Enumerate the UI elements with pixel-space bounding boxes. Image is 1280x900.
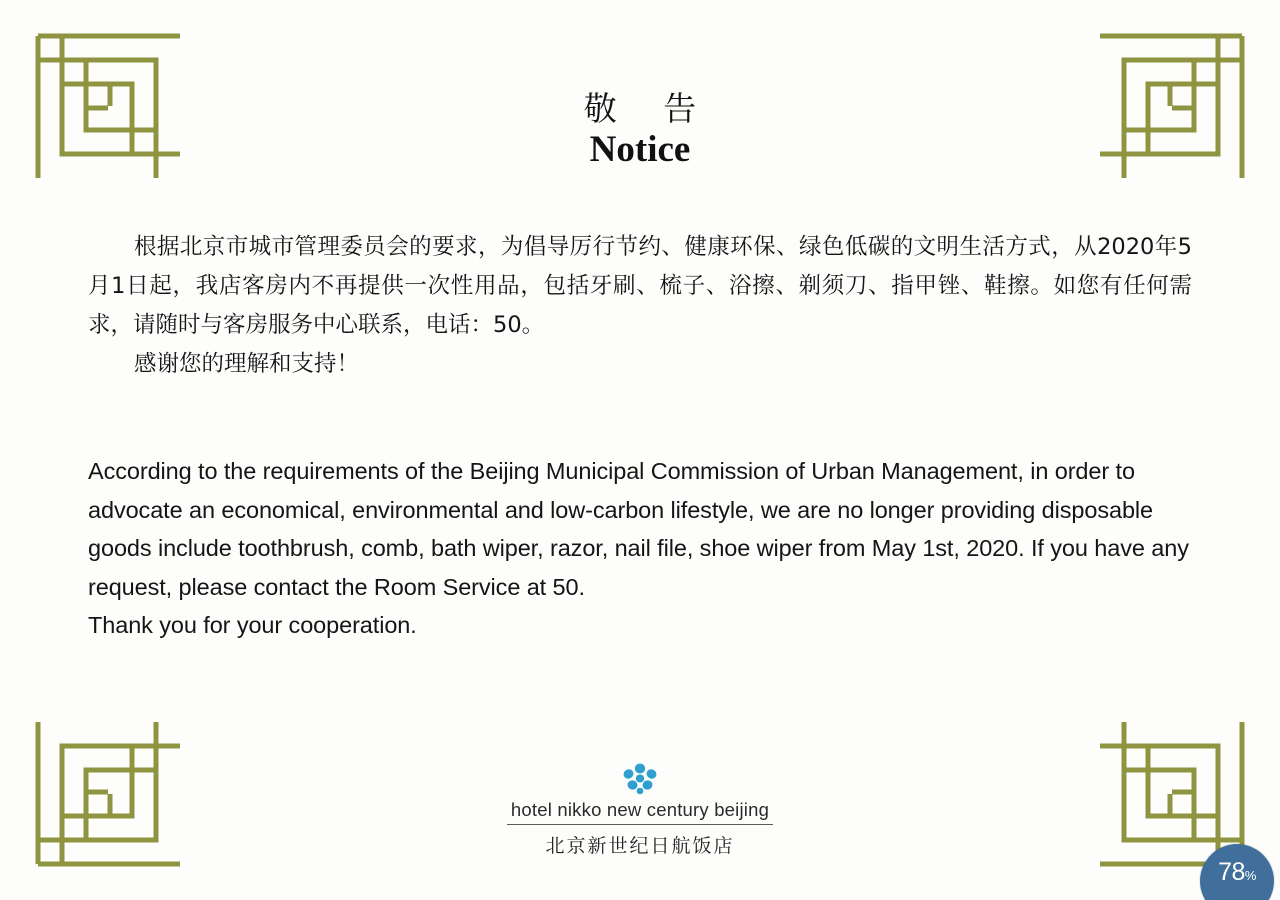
english-paragraph-1: According to the requirements of the Beijing Municipal Commission of Urban Management, in order to advocate an economical, environmental and low-carbon lifestyle, we are no longer providing disposable goods include toothbrush, comb, bath wiper, razor, nail file, shoe wiper from May 1st, 2020. If you have any request, please contact the Room Service at 50.: [88, 458, 1189, 600]
chinese-body-text: [88, 228, 1192, 384]
page-title-chinese: 敬 告: [583, 89, 715, 128]
chinese-paragraph-2: 感谢您的理解和支持！: [134, 351, 360, 377]
nikko-flower-logo-icon: [617, 762, 663, 796]
chinese-paragraph-1: 根据北京市城市管理委员会的要求，为倡导厉行节约、健康环保、绿色低碳的文明生活方式，从2020年5月1日起，我店客房内不再提供一次性用品，包括牙刷、梳子、浴擦、剃须刀、指甲锉、鞋擦。如您有任何需求，请随时与客房服务中心联系，电话：50。: [88, 234, 1192, 338]
brand-divider: [507, 824, 773, 825]
page-title-english: Notice: [589, 129, 691, 171]
english-body-text: [88, 452, 1196, 645]
brand-name-latin: hotel nikko new century beijing: [510, 799, 770, 820]
footer-brand: [0, 762, 1280, 858]
zoom-level-text: [1218, 844, 1256, 885]
english-paragraph-2: Thank you for your cooperation.: [88, 612, 417, 638]
page-title: [0, 88, 1280, 174]
zoom-level-value: 78: [1218, 858, 1245, 886]
zoom-level-unit: %: [1244, 868, 1256, 883]
brand-name-chinese: 北京新世纪日航饭店: [545, 835, 735, 858]
